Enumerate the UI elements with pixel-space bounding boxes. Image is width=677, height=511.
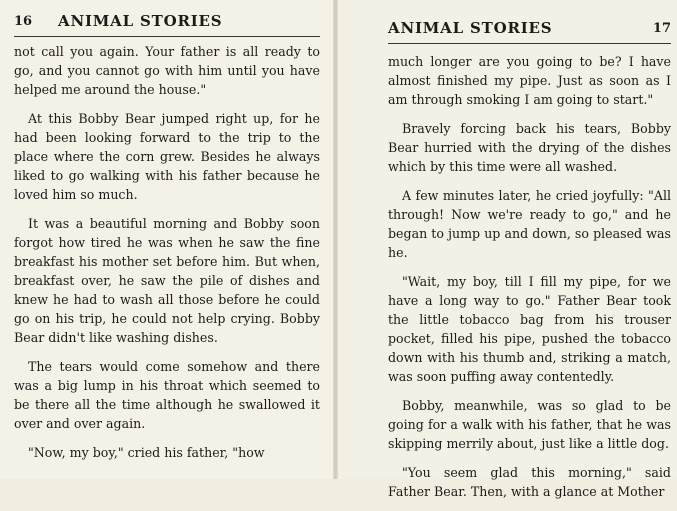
left-page-number: 16 bbox=[14, 14, 33, 29]
right-running-title: ANIMAL STORIES bbox=[388, 19, 553, 37]
right-paragraph-4: "Wait, my boy, till I fill my pipe, for we have a long way to go." Father Bear took the little tobacco bag from his trouser pocket, filled his pipe, pushed the tobacco down with his thumb and, striking a match, was soon puffing away contentedly. bbox=[388, 274, 671, 384]
left-paragraph-3: It was a beautiful morning and Bobby soon forgot how tired he was when he saw the fine breakfast his mother set before him. But when, breakfast over, he saw the pile of dishes and knew he had to wash all those before he could go on his trip, he could not help crying. Bobby Bear didn't like washing dishes. bbox=[14, 216, 320, 345]
left-header-rule bbox=[14, 36, 320, 37]
right-header-rule bbox=[388, 43, 671, 44]
left-paragraph-4: The tears would come somehow and there was a big lump in his throat which seemed to be there all the time although he swallowed it over and over again. bbox=[14, 359, 320, 431]
right-page-header bbox=[388, 19, 671, 43]
right-paragraph-5: Bobby, meanwhile, was so glad to be going for a walk with his father, that he was skipping merrily about, just like a little dog. bbox=[388, 398, 671, 451]
left-page-body bbox=[14, 42, 320, 472]
right-page-body bbox=[388, 52, 671, 511]
left-paragraph-5: "Now, my boy," cried his father, "how bbox=[28, 445, 265, 460]
right-paragraph-6: "You seem glad this morning," said Father Bear. Then, with a glance at Mother bbox=[388, 465, 671, 499]
right-page bbox=[338, 0, 677, 499]
left-paragraph-1: not call you again. Your father is all ready to go, and you cannot go with him until you have helped me around the house." bbox=[14, 44, 320, 97]
left-running-title: ANIMAL STORIES bbox=[58, 12, 223, 30]
left-page-header bbox=[14, 12, 320, 36]
left-page bbox=[0, 0, 333, 479]
right-paragraph-3: A few minutes later, he cried joyfully: "All through! Now we're ready to go," and he began to jump up and down, so pleased was he. bbox=[388, 188, 671, 260]
right-paragraph-2: Bravely forcing back his tears, Bobby Bear hurried with the drying of the dishes which by this time were all washed. bbox=[388, 121, 671, 174]
right-paragraph-1: much longer are you going to be? I have almost finished my pipe. Just as soon as I am through smoking I am going to start." bbox=[388, 54, 671, 107]
right-page-number: 17 bbox=[652, 21, 671, 36]
left-paragraph-2: At this Bobby Bear jumped right up, for he had been looking forward to the trip to the place where the corn grew. Besides he always liked to go walking with his father because he loved him so much. bbox=[14, 111, 320, 202]
